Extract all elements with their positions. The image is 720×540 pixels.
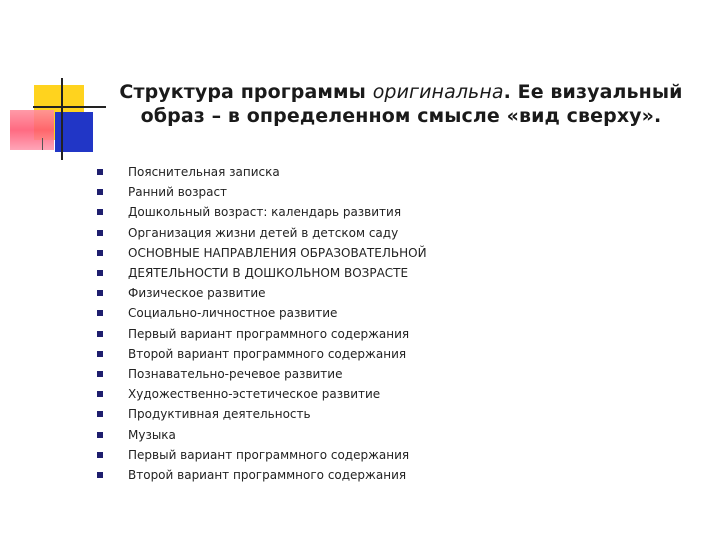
list-item bbox=[97, 465, 427, 485]
horizontal-line-decoration bbox=[33, 106, 106, 108]
list-item-text: Продуктивная деятельность bbox=[128, 407, 311, 422]
list-item-text: Второй вариант программного содержания bbox=[128, 467, 407, 482]
title-part-1: Структура программы bbox=[119, 81, 373, 103]
bullet-icon bbox=[97, 452, 103, 458]
list-item-text: Первый вариант программного содержания bbox=[128, 326, 410, 341]
list-item-text: Физическое развитие bbox=[128, 286, 266, 301]
bullet-icon bbox=[97, 371, 103, 377]
list-item bbox=[97, 202, 427, 222]
bullet-icon bbox=[97, 391, 103, 397]
pink-square-decoration bbox=[10, 110, 54, 150]
list-item-text: ОСНОВНЫЕ НАПРАВЛЕНИЯ ОБРАЗОВАТЕЛЬНОЙ bbox=[128, 245, 427, 260]
list-item bbox=[97, 445, 427, 465]
bullet-icon bbox=[97, 290, 103, 296]
small-line-decoration bbox=[42, 138, 43, 150]
list-item bbox=[97, 324, 427, 344]
list-item bbox=[97, 303, 427, 323]
list-item-text: Пояснительная записка bbox=[128, 165, 280, 180]
bullet-icon bbox=[97, 270, 103, 276]
list-item bbox=[97, 344, 427, 364]
bullet-icon bbox=[97, 310, 103, 316]
bullet-icon bbox=[97, 230, 103, 236]
bullet-icon bbox=[97, 432, 103, 438]
bullet-icon bbox=[97, 411, 103, 417]
vertical-line-decoration bbox=[61, 78, 63, 160]
bullet-list bbox=[97, 162, 427, 485]
list-item-text: Второй вариант программного содержания bbox=[128, 346, 407, 361]
list-item bbox=[97, 263, 427, 283]
list-item bbox=[97, 283, 427, 303]
bullet-icon bbox=[97, 351, 103, 357]
title-part-2: . Ее визуальный образ – в определенном смысле «вид сверху». bbox=[140, 81, 683, 127]
list-item bbox=[97, 223, 427, 243]
bullet-icon bbox=[97, 331, 103, 337]
bullet-icon bbox=[97, 209, 103, 215]
bullet-icon bbox=[97, 189, 103, 195]
bullet-icon bbox=[97, 169, 103, 175]
list-item bbox=[97, 424, 427, 444]
list-item-text: Дошкольный возраст: календарь развития bbox=[128, 205, 402, 220]
list-item-text: Познавательно-речевое развитие bbox=[128, 366, 343, 381]
list-item-text: Социально-личностное развитие bbox=[128, 306, 338, 321]
list-item-text: Музыка bbox=[128, 427, 176, 442]
bullet-icon bbox=[97, 472, 103, 478]
slide-title bbox=[106, 80, 696, 128]
list-item bbox=[97, 162, 427, 182]
list-item bbox=[97, 364, 427, 384]
list-item-text: ДЕЯТЕЛЬНОСТИ В ДОШКОЛЬНОМ ВОЗРАСТЕ bbox=[128, 266, 409, 281]
title-italic-word: оригинальна bbox=[372, 81, 504, 103]
list-item bbox=[97, 404, 427, 424]
list-item-text: Первый вариант программного содержания bbox=[128, 447, 410, 462]
list-item bbox=[97, 182, 427, 202]
list-item-text: Организация жизни детей в детском саду bbox=[128, 225, 399, 240]
list-item-text: Художественно-эстетическое развитие bbox=[128, 387, 381, 402]
list-item bbox=[97, 243, 427, 263]
bullet-icon bbox=[97, 250, 103, 256]
list-item-text: Ранний возраст bbox=[128, 185, 228, 200]
list-item bbox=[97, 384, 427, 404]
